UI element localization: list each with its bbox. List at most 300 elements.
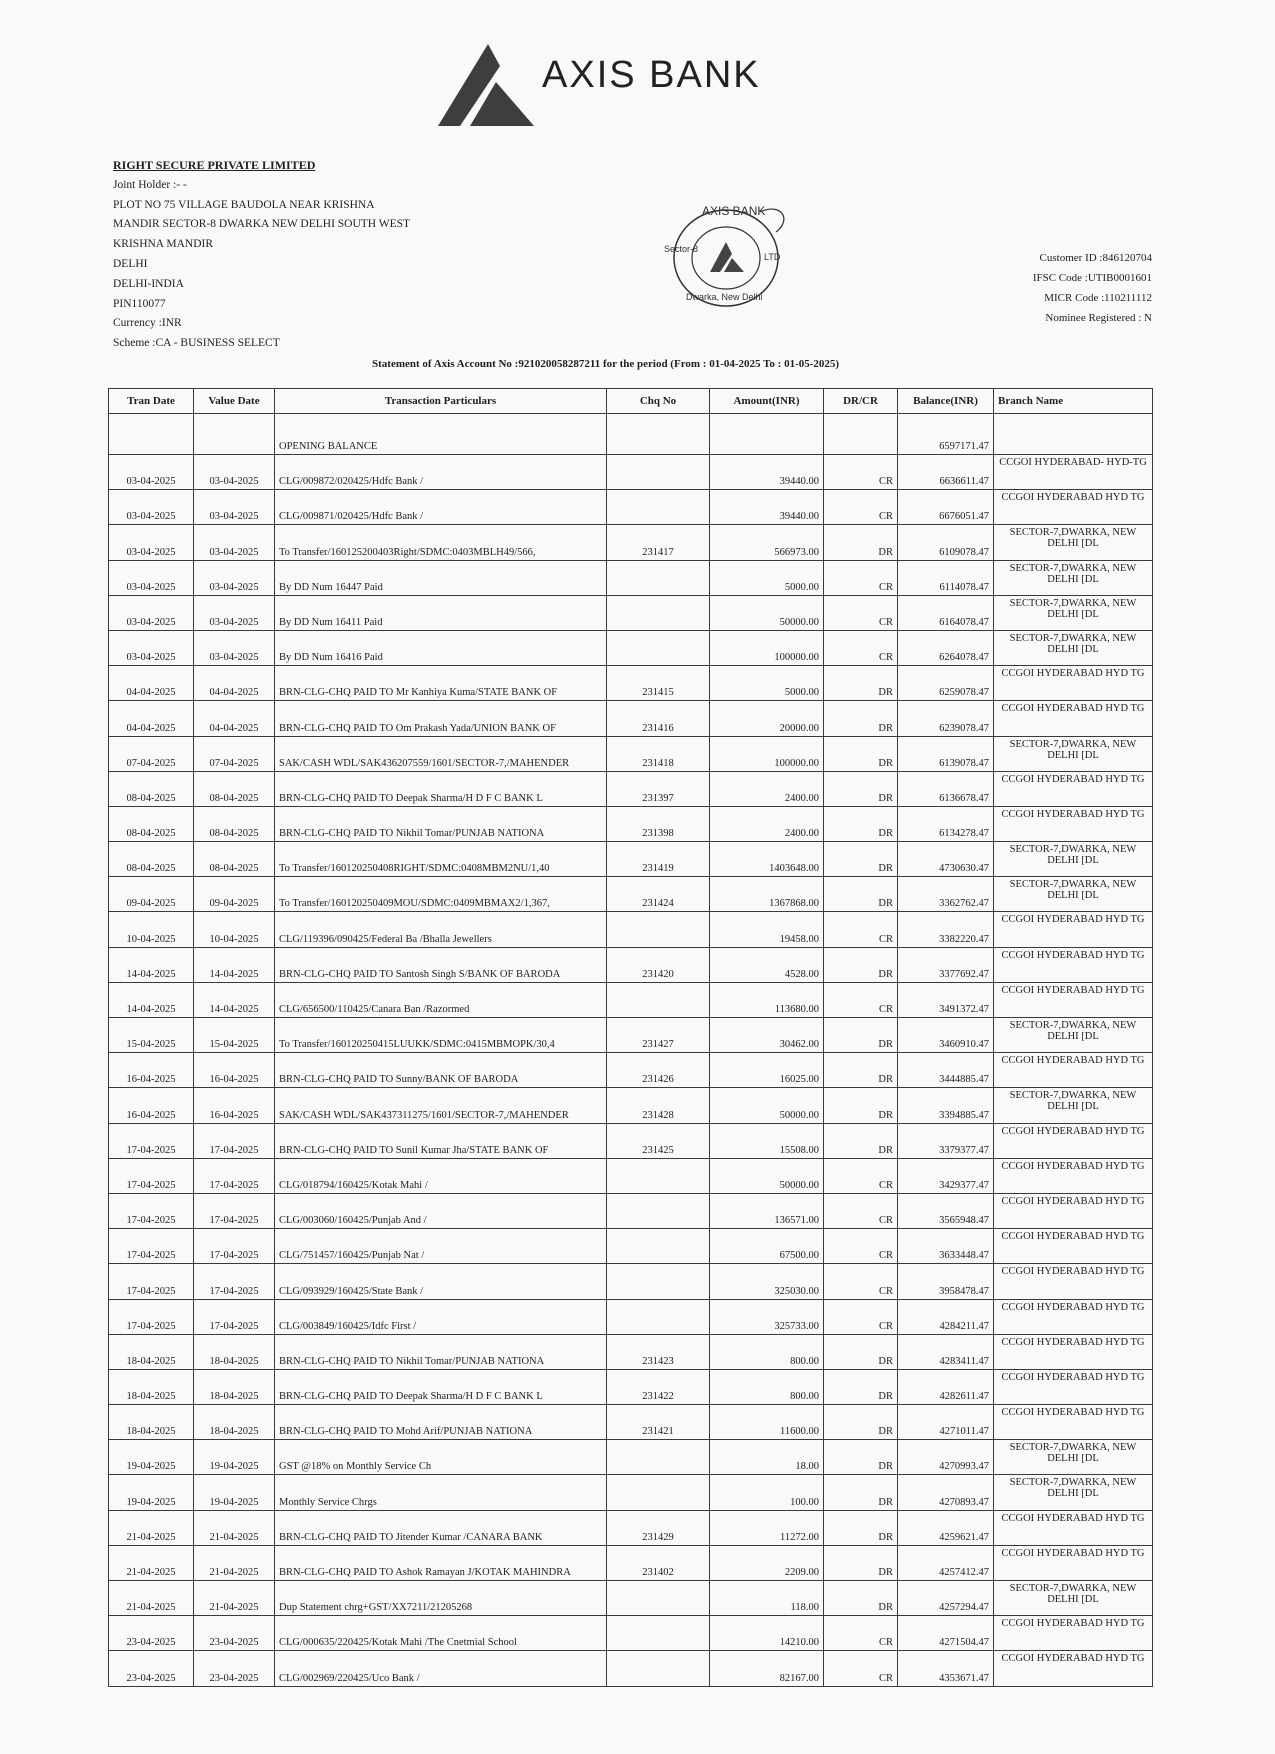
dr-cr-cell: DR <box>824 842 898 877</box>
table-row <box>109 595 1153 630</box>
branch-name-cell: CCGOI HYDERABAD HYD TG <box>994 1405 1153 1440</box>
tran-date-cell: 19-04-2025 <box>109 1440 194 1475</box>
branch-name-cell: SECTOR-7,DWARKA, NEW DELHI [DL <box>994 1440 1153 1475</box>
table-row <box>109 490 1153 525</box>
dr-cr-cell: CR <box>824 1229 898 1264</box>
balance-cell: 3633448.47 <box>898 1229 994 1264</box>
dr-cr-cell: CR <box>824 982 898 1017</box>
cheque-number-cell: 231424 <box>607 877 710 912</box>
table-row <box>109 1334 1153 1369</box>
balance-cell: 6139078.47 <box>898 736 994 771</box>
balance-cell: 6264078.47 <box>898 630 994 665</box>
value-date-cell: 18-04-2025 <box>194 1369 275 1404</box>
transaction-particulars-cell: To Transfer/160120250409MOU/SDMC:0409MBMAX2/1,367, <box>275 877 607 912</box>
dr-cr-cell: DR <box>824 877 898 912</box>
holder-line: MANDIR SECTOR-8 DWARKA NEW DELHI SOUTH WEST <box>113 218 411 231</box>
transaction-particulars-cell: CLG/093929/160425/State Bank / <box>275 1264 607 1299</box>
tran-date-cell: 23-04-2025 <box>109 1651 194 1686</box>
value-date-cell: 23-04-2025 <box>194 1616 275 1651</box>
amount-cell: 800.00 <box>710 1334 824 1369</box>
amount-cell: 50000.00 <box>710 1088 824 1123</box>
holder-line: PIN110077 <box>113 297 166 310</box>
table-row <box>109 912 1153 947</box>
amount-cell: 30462.00 <box>710 1018 824 1053</box>
tran-date-cell: 03-04-2025 <box>109 560 194 595</box>
branch-name-cell: CCGOI HYDERABAD HYD TG <box>994 1545 1153 1580</box>
tran-date-cell: 07-04-2025 <box>109 736 194 771</box>
cheque-number-cell: 231427 <box>607 1018 710 1053</box>
value-date-cell: 17-04-2025 <box>194 1264 275 1299</box>
table-row <box>109 1405 1153 1440</box>
branch-name-cell: CCGOI HYDERABAD HYD TG <box>994 666 1153 701</box>
transaction-particulars-cell: BRN-CLG-CHQ PAID TO Nikhil Tomar/PUNJAB NATIONA <box>275 1334 607 1369</box>
balance-cell: 6109078.47 <box>898 525 994 560</box>
dr-cr-cell <box>824 414 898 455</box>
dr-cr-cell: DR <box>824 1018 898 1053</box>
tran-date-cell: 17-04-2025 <box>109 1158 194 1193</box>
tran-date-cell: 14-04-2025 <box>109 982 194 1017</box>
tran-date-cell: 17-04-2025 <box>109 1299 194 1334</box>
balance-cell: 3958478.47 <box>898 1264 994 1299</box>
holder-line: DELHI-INDIA <box>113 277 184 290</box>
amount-cell: 2209.00 <box>710 1545 824 1580</box>
cheque-number-cell <box>607 630 710 665</box>
dr-cr-cell: DR <box>824 1581 898 1616</box>
table-row <box>109 560 1153 595</box>
transaction-particulars-cell: BRN-CLG-CHQ PAID TO Nikhil Tomar/PUNJAB NATIONA <box>275 806 607 841</box>
branch-name-cell: SECTOR-7,DWARKA, NEW DELHI [DL <box>994 630 1153 665</box>
column-header: Branch Name <box>994 389 1153 414</box>
tran-date-cell: 18-04-2025 <box>109 1405 194 1440</box>
value-date-cell: 03-04-2025 <box>194 595 275 630</box>
holder-line: DELHI <box>113 257 148 270</box>
balance-cell: 3460910.47 <box>898 1018 994 1053</box>
table-row <box>109 877 1153 912</box>
amount-cell: 11600.00 <box>710 1405 824 1440</box>
branch-name-cell: CCGOI HYDERABAD HYD TG <box>994 1510 1153 1545</box>
tran-date-cell: 21-04-2025 <box>109 1510 194 1545</box>
amount-cell: 5000.00 <box>710 560 824 595</box>
tran-date-cell: 03-04-2025 <box>109 595 194 630</box>
amount-cell: 2400.00 <box>710 806 824 841</box>
amount-cell: 18.00 <box>710 1440 824 1475</box>
tran-date-cell: 04-04-2025 <box>109 666 194 701</box>
cheque-number-cell <box>607 1616 710 1651</box>
column-header: Balance(INR) <box>898 389 994 414</box>
amount-cell: 100000.00 <box>710 736 824 771</box>
branch-name-cell: CCGOI HYDERABAD HYD TG <box>994 982 1153 1017</box>
cheque-number-cell: 231423 <box>607 1334 710 1369</box>
value-date-cell: 17-04-2025 <box>194 1158 275 1193</box>
transaction-particulars-cell: BRN-CLG-CHQ PAID TO Mohd Arif/PUNJAB NATIONA <box>275 1405 607 1440</box>
tran-date-cell: 17-04-2025 <box>109 1123 194 1158</box>
table-row <box>109 1088 1153 1123</box>
branch-name-cell: CCGOI HYDERABAD HYD TG <box>994 1299 1153 1334</box>
amount-cell: 20000.00 <box>710 701 824 736</box>
tran-date-cell: 08-04-2025 <box>109 842 194 877</box>
cheque-number-cell <box>607 455 710 490</box>
dr-cr-cell: CR <box>824 455 898 490</box>
holder-line: Joint Holder :- - <box>113 178 187 191</box>
table-row <box>109 666 1153 701</box>
dr-cr-cell: CR <box>824 630 898 665</box>
cheque-number-cell: 231398 <box>607 806 710 841</box>
cheque-number-cell: 231402 <box>607 1545 710 1580</box>
transaction-particulars-cell: CLG/002969/220425/Uco Bank / <box>275 1651 607 1686</box>
cheque-number-cell <box>607 982 710 1017</box>
customer-info-block <box>1033 248 1152 328</box>
balance-cell: 4259621.47 <box>898 1510 994 1545</box>
cheque-number-cell <box>607 1581 710 1616</box>
balance-cell: 4282611.47 <box>898 1369 994 1404</box>
value-date-cell: 17-04-2025 <box>194 1193 275 1228</box>
cheque-number-cell <box>607 490 710 525</box>
cheque-number-cell: 231425 <box>607 1123 710 1158</box>
dr-cr-cell: CR <box>824 1651 898 1686</box>
balance-cell: 3362762.47 <box>898 877 994 912</box>
holder-line: Currency :INR <box>113 317 182 330</box>
branch-name-cell: CCGOI HYDERABAD HYD TG <box>994 490 1153 525</box>
amount-cell: 2400.00 <box>710 771 824 806</box>
tran-date-cell: 03-04-2025 <box>109 630 194 665</box>
cheque-number-cell: 231429 <box>607 1510 710 1545</box>
branch-name-cell: CCGOI HYDERABAD HYD TG <box>994 1651 1153 1686</box>
branch-name-cell <box>994 414 1153 455</box>
cheque-number-cell: 231416 <box>607 701 710 736</box>
table-row <box>109 806 1153 841</box>
tran-date-cell: 23-04-2025 <box>109 1616 194 1651</box>
value-date-cell: 08-04-2025 <box>194 842 275 877</box>
amount-cell: 1367868.00 <box>710 877 824 912</box>
amount-cell <box>710 414 824 455</box>
tran-date-cell: 18-04-2025 <box>109 1369 194 1404</box>
bank-name: AXIS BANK <box>542 54 761 96</box>
cheque-number-cell: 231420 <box>607 947 710 982</box>
branch-name-cell: CCGOI HYDERABAD HYD TG <box>994 701 1153 736</box>
column-header: Transaction Particulars <box>275 389 607 414</box>
dr-cr-cell: DR <box>824 525 898 560</box>
balance-cell: 6636611.47 <box>898 455 994 490</box>
balance-cell: 3565948.47 <box>898 1193 994 1228</box>
cheque-number-cell: 231422 <box>607 1369 710 1404</box>
branch-name-cell: SECTOR-7,DWARKA, NEW DELHI [DL <box>994 595 1153 630</box>
branch-name-cell: CCGOI HYDERABAD HYD TG <box>994 771 1153 806</box>
amount-cell: 136571.00 <box>710 1193 824 1228</box>
branch-name-cell: CCGOI HYDERABAD HYD TG <box>994 912 1153 947</box>
transaction-particulars-cell: BRN-CLG-CHQ PAID TO Jitender Kumar /CANARA BANK <box>275 1510 607 1545</box>
transaction-particulars-cell: CLG/119396/090425/Federal Ba /Bhalla Jewellers <box>275 912 607 947</box>
transaction-particulars-cell: BRN-CLG-CHQ PAID TO Deepak Sharma/H D F C BANK L <box>275 1369 607 1404</box>
value-date-cell: 15-04-2025 <box>194 1018 275 1053</box>
dr-cr-cell: DR <box>824 947 898 982</box>
tran-date-cell: 17-04-2025 <box>109 1229 194 1264</box>
dr-cr-cell: DR <box>824 1053 898 1088</box>
dr-cr-cell: DR <box>824 1405 898 1440</box>
amount-cell: 1403648.00 <box>710 842 824 877</box>
balance-cell: 3379377.47 <box>898 1123 994 1158</box>
amount-cell: 113680.00 <box>710 982 824 1017</box>
branch-name-cell: SECTOR-7,DWARKA, NEW DELHI [DL <box>994 877 1153 912</box>
value-date-cell: 21-04-2025 <box>194 1510 275 1545</box>
column-header: Value Date <box>194 389 275 414</box>
transactions-table <box>108 388 1153 1687</box>
amount-cell: 4528.00 <box>710 947 824 982</box>
value-date-cell: 16-04-2025 <box>194 1088 275 1123</box>
table-row <box>109 1369 1153 1404</box>
branch-name-cell: CCGOI HYDERABAD HYD TG <box>994 1229 1153 1264</box>
value-date-cell: 08-04-2025 <box>194 806 275 841</box>
cheque-number-cell <box>607 1264 710 1299</box>
value-date-cell: 17-04-2025 <box>194 1299 275 1334</box>
branch-name-cell: SECTOR-7,DWARKA, NEW DELHI [DL <box>994 842 1153 877</box>
amount-cell: 39440.00 <box>710 490 824 525</box>
cheque-number-cell: 231415 <box>607 666 710 701</box>
value-date-cell: 03-04-2025 <box>194 525 275 560</box>
value-date-cell: 14-04-2025 <box>194 947 275 982</box>
nominee-registered: Nominee Registered : N <box>1045 312 1152 324</box>
table-row <box>109 842 1153 877</box>
value-date-cell: 03-04-2025 <box>194 560 275 595</box>
table-row <box>109 1229 1153 1264</box>
amount-cell: 14210.00 <box>710 1616 824 1651</box>
table-row <box>109 414 1153 455</box>
dr-cr-cell: DR <box>824 666 898 701</box>
transaction-particulars-cell: CLG/009872/020425/Hdfc Bank / <box>275 455 607 490</box>
branch-seal <box>664 198 794 314</box>
table-row <box>109 455 1153 490</box>
value-date-cell: 19-04-2025 <box>194 1475 275 1510</box>
transaction-particulars-cell: Dup Statement chrg+GST/XX7211/21205268 <box>275 1581 607 1616</box>
dr-cr-cell: DR <box>824 771 898 806</box>
transaction-particulars-cell: By DD Num 16416 Paid <box>275 630 607 665</box>
tran-date-cell: 17-04-2025 <box>109 1193 194 1228</box>
balance-cell: 6239078.47 <box>898 701 994 736</box>
axis-logo-icon <box>436 42 536 128</box>
tran-date-cell: 08-04-2025 <box>109 771 194 806</box>
branch-name-cell: SECTOR-7,DWARKA, NEW DELHI [DL <box>994 1018 1153 1053</box>
value-date-cell: 03-04-2025 <box>194 630 275 665</box>
balance-cell: 4353671.47 <box>898 1651 994 1686</box>
amount-cell: 11272.00 <box>710 1510 824 1545</box>
transaction-particulars-cell: BRN-CLG-CHQ PAID TO Deepak Sharma/H D F C BANK L <box>275 771 607 806</box>
branch-name-cell: SECTOR-7,DWARKA, NEW DELHI [DL <box>994 1475 1153 1510</box>
balance-cell: 4271011.47 <box>898 1405 994 1440</box>
table-row <box>109 1158 1153 1193</box>
tran-date-cell: 14-04-2025 <box>109 947 194 982</box>
balance-cell: 6134278.47 <box>898 806 994 841</box>
amount-cell: 39440.00 <box>710 455 824 490</box>
transaction-particulars-cell: BRN-CLG-CHQ PAID TO Mr Kanhiya Kuma/STATE BANK OF <box>275 666 607 701</box>
table-row <box>109 1510 1153 1545</box>
table-row <box>109 1440 1153 1475</box>
transaction-particulars-cell: OPENING BALANCE <box>275 414 607 455</box>
value-date-cell: 09-04-2025 <box>194 877 275 912</box>
cheque-number-cell: 231421 <box>607 1405 710 1440</box>
table-row <box>109 1299 1153 1334</box>
dr-cr-cell: DR <box>824 1475 898 1510</box>
dr-cr-cell: CR <box>824 912 898 947</box>
branch-name-cell: CCGOI HYDERABAD HYD TG <box>994 1158 1153 1193</box>
transaction-particulars-cell: By DD Num 16411 Paid <box>275 595 607 630</box>
transaction-particulars-cell: CLG/656500/110425/Canara Ban /Razormed <box>275 982 607 1017</box>
value-date-cell: 04-04-2025 <box>194 701 275 736</box>
value-date-cell: 17-04-2025 <box>194 1123 275 1158</box>
dr-cr-cell: CR <box>824 1264 898 1299</box>
table-row <box>109 1545 1153 1580</box>
branch-name-cell: SECTOR-7,DWARKA, NEW DELHI [DL <box>994 736 1153 771</box>
branch-name-cell: CCGOI HYDERABAD HYD TG <box>994 1193 1153 1228</box>
branch-name-cell: SECTOR-7,DWARKA, NEW DELHI [DL <box>994 560 1153 595</box>
balance-cell: 4270993.47 <box>898 1440 994 1475</box>
dr-cr-cell: DR <box>824 1510 898 1545</box>
table-row <box>109 736 1153 771</box>
amount-cell: 50000.00 <box>710 1158 824 1193</box>
value-date-cell: 04-04-2025 <box>194 666 275 701</box>
amount-cell: 19458.00 <box>710 912 824 947</box>
tran-date-cell: 21-04-2025 <box>109 1545 194 1580</box>
amount-cell: 5000.00 <box>710 666 824 701</box>
transaction-particulars-cell: Monthly Service Chrgs <box>275 1475 607 1510</box>
balance-cell: 4257412.47 <box>898 1545 994 1580</box>
dr-cr-cell: CR <box>824 1299 898 1334</box>
tran-date-cell: 21-04-2025 <box>109 1581 194 1616</box>
value-date-cell: 03-04-2025 <box>194 455 275 490</box>
seal-bottom-text: Dwarka, New Delhi <box>686 292 763 302</box>
cheque-number-cell <box>607 1158 710 1193</box>
branch-name-cell: SECTOR-7,DWARKA, NEW DELHI [DL <box>994 1581 1153 1616</box>
dr-cr-cell: CR <box>824 595 898 630</box>
transaction-particulars-cell: SAK/CASH WDL/SAK437311275/1601/SECTOR-7,/MAHENDER <box>275 1088 607 1123</box>
seal-mark-text: LTD <box>764 252 781 262</box>
balance-cell: 3377692.47 <box>898 947 994 982</box>
value-date-cell: 08-04-2025 <box>194 771 275 806</box>
amount-cell: 566973.00 <box>710 525 824 560</box>
tran-date-cell: 10-04-2025 <box>109 912 194 947</box>
value-date-cell: 23-04-2025 <box>194 1651 275 1686</box>
branch-name-cell: CCGOI HYDERABAD HYD TG <box>994 806 1153 841</box>
value-date-cell <box>194 414 275 455</box>
transaction-particulars-cell: To Transfer/160120250408RIGHT/SDMC:0408MBM2NU/1,40 <box>275 842 607 877</box>
transaction-particulars-cell: BRN-CLG-CHQ PAID TO Ashok Ramayan J/KOTAK MAHINDRA <box>275 1545 607 1580</box>
column-header: DR/CR <box>824 389 898 414</box>
branch-name-cell: CCGOI HYDERABAD HYD TG <box>994 1369 1153 1404</box>
value-date-cell: 18-04-2025 <box>194 1334 275 1369</box>
transaction-particulars-cell: By DD Num 16447 Paid <box>275 560 607 595</box>
dr-cr-cell: CR <box>824 1158 898 1193</box>
account-holder-block <box>113 156 410 354</box>
dr-cr-cell: DR <box>824 1334 898 1369</box>
balance-cell: 4270893.47 <box>898 1475 994 1510</box>
dr-cr-cell: DR <box>824 1123 898 1158</box>
seal-top-text: AXIS BANK <box>702 204 766 218</box>
dr-cr-cell: DR <box>824 1088 898 1123</box>
branch-name-cell: SECTOR-7,DWARKA, NEW DELHI [DL <box>994 525 1153 560</box>
table-row <box>109 1475 1153 1510</box>
cheque-number-cell <box>607 1229 710 1264</box>
value-date-cell: 17-04-2025 <box>194 1229 275 1264</box>
tran-date-cell: 15-04-2025 <box>109 1018 194 1053</box>
transaction-particulars-cell: BRN-CLG-CHQ PAID TO Om Prakash Yada/UNION BANK OF <box>275 701 607 736</box>
transaction-particulars-cell: CLG/000635/220425/Kotak Mahi /The Cnetmial School <box>275 1616 607 1651</box>
value-date-cell: 19-04-2025 <box>194 1440 275 1475</box>
balance-cell: 3394885.47 <box>898 1088 994 1123</box>
balance-cell: 4257294.47 <box>898 1581 994 1616</box>
table-row <box>109 1581 1153 1616</box>
transaction-particulars-cell: CLG/018794/160425/Kotak Mahi / <box>275 1158 607 1193</box>
cheque-number-cell <box>607 595 710 630</box>
table-row <box>109 982 1153 1017</box>
dr-cr-cell: CR <box>824 1193 898 1228</box>
tran-date-cell: 03-04-2025 <box>109 455 194 490</box>
amount-cell: 67500.00 <box>710 1229 824 1264</box>
transaction-particulars-cell: BRN-CLG-CHQ PAID TO Santosh Singh S/BANK OF BARODA <box>275 947 607 982</box>
amount-cell: 82167.00 <box>710 1651 824 1686</box>
tran-date-cell: 16-04-2025 <box>109 1088 194 1123</box>
amount-cell: 800.00 <box>710 1369 824 1404</box>
dr-cr-cell: DR <box>824 1369 898 1404</box>
amount-cell: 100.00 <box>710 1475 824 1510</box>
holder-line: PLOT NO 75 VILLAGE BAUDOLA NEAR KRISHNA <box>113 198 375 211</box>
balance-cell: 3444885.47 <box>898 1053 994 1088</box>
transaction-particulars-cell: CLG/009871/020425/Hdfc Bank / <box>275 490 607 525</box>
value-date-cell: 21-04-2025 <box>194 1545 275 1580</box>
branch-name-cell: CCGOI HYDERABAD HYD TG <box>994 947 1153 982</box>
transaction-particulars-cell: BRN-CLG-CHQ PAID TO Sunil Kumar Jha/STATE BANK OF <box>275 1123 607 1158</box>
table-row <box>109 1616 1153 1651</box>
tran-date-cell: 19-04-2025 <box>109 1475 194 1510</box>
dr-cr-cell: DR <box>824 806 898 841</box>
table-row <box>109 771 1153 806</box>
tran-date-cell: 03-04-2025 <box>109 525 194 560</box>
amount-cell: 325733.00 <box>710 1299 824 1334</box>
micr-code: MICR Code :110211112 <box>1044 292 1152 304</box>
balance-cell: 6164078.47 <box>898 595 994 630</box>
branch-name-cell: CCGOI HYDERABAD HYD TG <box>994 1053 1153 1088</box>
dr-cr-cell: CR <box>824 560 898 595</box>
tran-date-cell: 03-04-2025 <box>109 490 194 525</box>
branch-name-cell: CCGOI HYDERABAD HYD TG <box>994 1334 1153 1369</box>
balance-cell: 4730630.47 <box>898 842 994 877</box>
bank-logo <box>436 42 816 128</box>
cheque-number-cell: 231417 <box>607 525 710 560</box>
amount-cell: 118.00 <box>710 1581 824 1616</box>
cheque-number-cell <box>607 1440 710 1475</box>
cheque-number-cell: 231428 <box>607 1088 710 1123</box>
value-date-cell: 07-04-2025 <box>194 736 275 771</box>
branch-name-cell: CCGOI HYDERABAD HYD TG <box>994 1264 1153 1299</box>
cheque-number-cell <box>607 1651 710 1686</box>
amount-cell: 50000.00 <box>710 595 824 630</box>
holder-line: Scheme :CA - BUSINESS SELECT <box>113 337 280 350</box>
table-header-row <box>109 389 1153 414</box>
transaction-particulars-cell: To Transfer/160125200403Right/SDMC:0403MBLH49/566, <box>275 525 607 560</box>
branch-name-cell: CCGOI HYDERABAD HYD TG <box>994 1123 1153 1158</box>
transaction-particulars-cell: CLG/751457/160425/Punjab Nat / <box>275 1229 607 1264</box>
balance-cell: 4284211.47 <box>898 1299 994 1334</box>
table-row <box>109 1123 1153 1158</box>
transaction-particulars-cell: To Transfer/160120250415LUUKK/SDMC:0415MBMOPK/30,4 <box>275 1018 607 1053</box>
transaction-particulars-cell: SAK/CASH WDL/SAK436207559/1601/SECTOR-7,/MAHENDER <box>275 736 607 771</box>
cheque-number-cell <box>607 560 710 595</box>
value-date-cell: 03-04-2025 <box>194 490 275 525</box>
amount-cell: 100000.00 <box>710 630 824 665</box>
customer-id: Customer ID :846120704 <box>1039 252 1152 264</box>
cheque-number-cell <box>607 1299 710 1334</box>
cheque-number-cell: 231419 <box>607 842 710 877</box>
cheque-number-cell <box>607 414 710 455</box>
balance-cell: 3491372.47 <box>898 982 994 1017</box>
dr-cr-cell: DR <box>824 701 898 736</box>
